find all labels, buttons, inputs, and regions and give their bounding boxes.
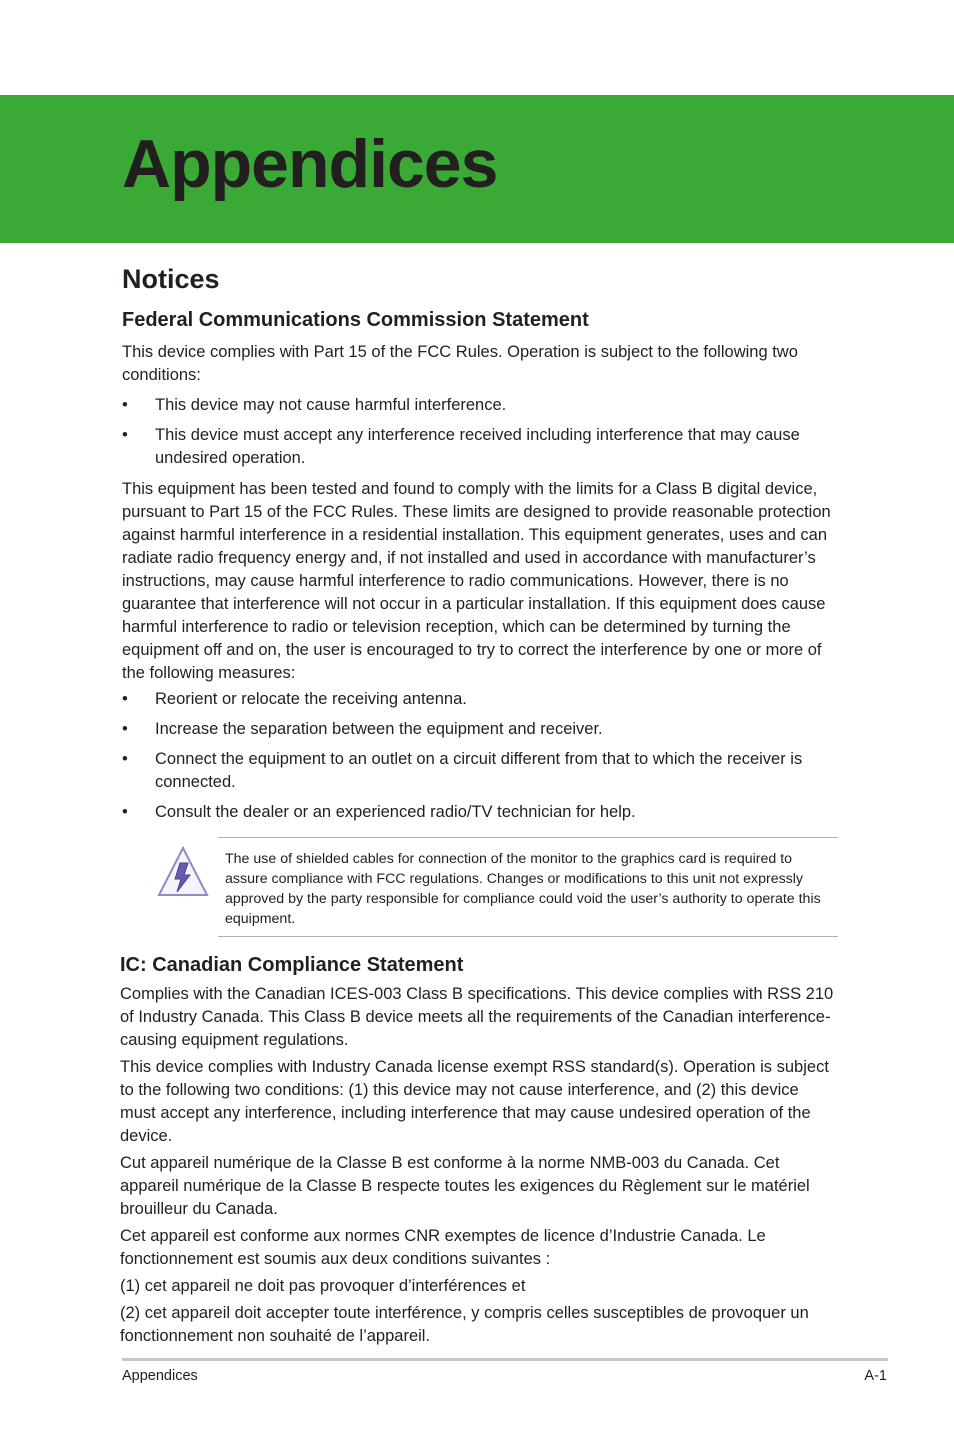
notices-section: [122, 262, 838, 937]
bullet: •: [122, 690, 128, 708]
list-item-text: This device may not cause harmful interference.: [155, 396, 507, 414]
list-item-text: Connect the equipment to an outlet on a circuit different from that to which the receiver is connected.: [155, 750, 803, 791]
ic-heading: IC: Canadian Compliance Statement: [120, 954, 464, 976]
list-item: [122, 394, 838, 417]
fcc-intro: This device complies with Part 15 of the FCC Rules. Operation is subject to the following two conditions:: [122, 343, 798, 384]
list-item: [122, 718, 838, 741]
fcc-body: This equipment has been tested and found to comply with the limits for a Class B digital device, pursuant to Part 15 of the FCC Rules. These limits are designed to provide reasonable protection against harmful interference in a residential installation. This equipment generates, uses and can radiate radio frequency energy and, if not installed and used in accordance with manufacturer’s instructions, may cause harmful interference to radio communications. However, there is no guarantee that interference will not occur in a particular installation. If this equipment does cause harmful interference to radio or television reception, which can be determined by turning the equipment off and on, the user is encouraged to try to correct the interference by one or more of the following measures:: [122, 480, 831, 682]
footer-chapter: Appendices: [122, 1368, 198, 1384]
fcc-heading: Federal Communications Commission Statement: [122, 309, 589, 331]
page-number: A-1: [864, 1368, 887, 1384]
ic-paragraph: Cut appareil numérique de la Classe B est conforme à la norme NMB-003 du Canada. Cet appareil numérique de la Classe B respecte toutes les exigences du Règlement sur le matériel brouilleur du Canada.: [120, 1154, 810, 1218]
list-item-text: Increase the separation between the equipment and receiver.: [155, 720, 603, 738]
warning-note: [122, 837, 838, 937]
bullet: •: [122, 426, 128, 444]
list-item-text: Consult the dealer or an experienced radio/TV technician for help.: [155, 803, 636, 821]
note-text: The use of shielded cables for connection of the monitor to the graphics card is required to assure compliance with FCC regulations. Changes or modifications to this unit not expressly approved by the party responsible for compliance could void the user’s authority to operate this equipment.: [225, 851, 821, 927]
list-item: [122, 688, 838, 711]
list-item-text: This device must accept any interference received including interference that may cause undesired operation.: [155, 426, 800, 467]
footer-divider: [122, 1358, 888, 1361]
fcc-measures-list: [122, 688, 838, 824]
fcc-conditions-list: [122, 394, 838, 470]
ic-section: [120, 952, 838, 1348]
ic-paragraph: This device complies with Industry Canada license exempt RSS standard(s). Operation is subject to the following two conditions: (1) this device may not cause interference, and (2) this device must accept any interference, including interference that may cause undesired operation of the device.: [120, 1058, 829, 1145]
list-item: [122, 748, 838, 794]
ic-paragraph: Cet appareil est conforme aux normes CNR exemptes de licence d’Industrie Canada. Le fonctionnement est soumis aux deux conditions suivantes :: [120, 1227, 766, 1268]
bullet: •: [122, 396, 128, 414]
warning-lightning-icon: [156, 845, 210, 899]
section-title: Notices: [122, 264, 220, 294]
bullet: •: [122, 720, 128, 738]
ic-paragraph: (2) cet appareil doit accepter toute interférence, y compris celles susceptibles de provoquer un fonctionnement non souhaité de l’appareil.: [120, 1304, 809, 1345]
list-item-text: Reorient or relocate the receiving antenna.: [155, 690, 467, 708]
list-item: [122, 801, 838, 824]
bullet: •: [122, 750, 128, 768]
chapter-banner: [0, 95, 954, 243]
ic-paragraph: (1) cet appareil ne doit pas provoquer d’interférences et: [120, 1277, 526, 1295]
list-item: [122, 424, 838, 470]
bullet: •: [122, 803, 128, 821]
ic-paragraph: Complies with the Canadian ICES-003 Class B specifications. This device complies with RSS 210 of Industry Canada. This Class B device meets all the requirements of the Canadian interference-causing equipment regulations.: [120, 985, 834, 1049]
chapter-title: Appendices: [122, 126, 498, 202]
note-frame: [218, 837, 838, 937]
